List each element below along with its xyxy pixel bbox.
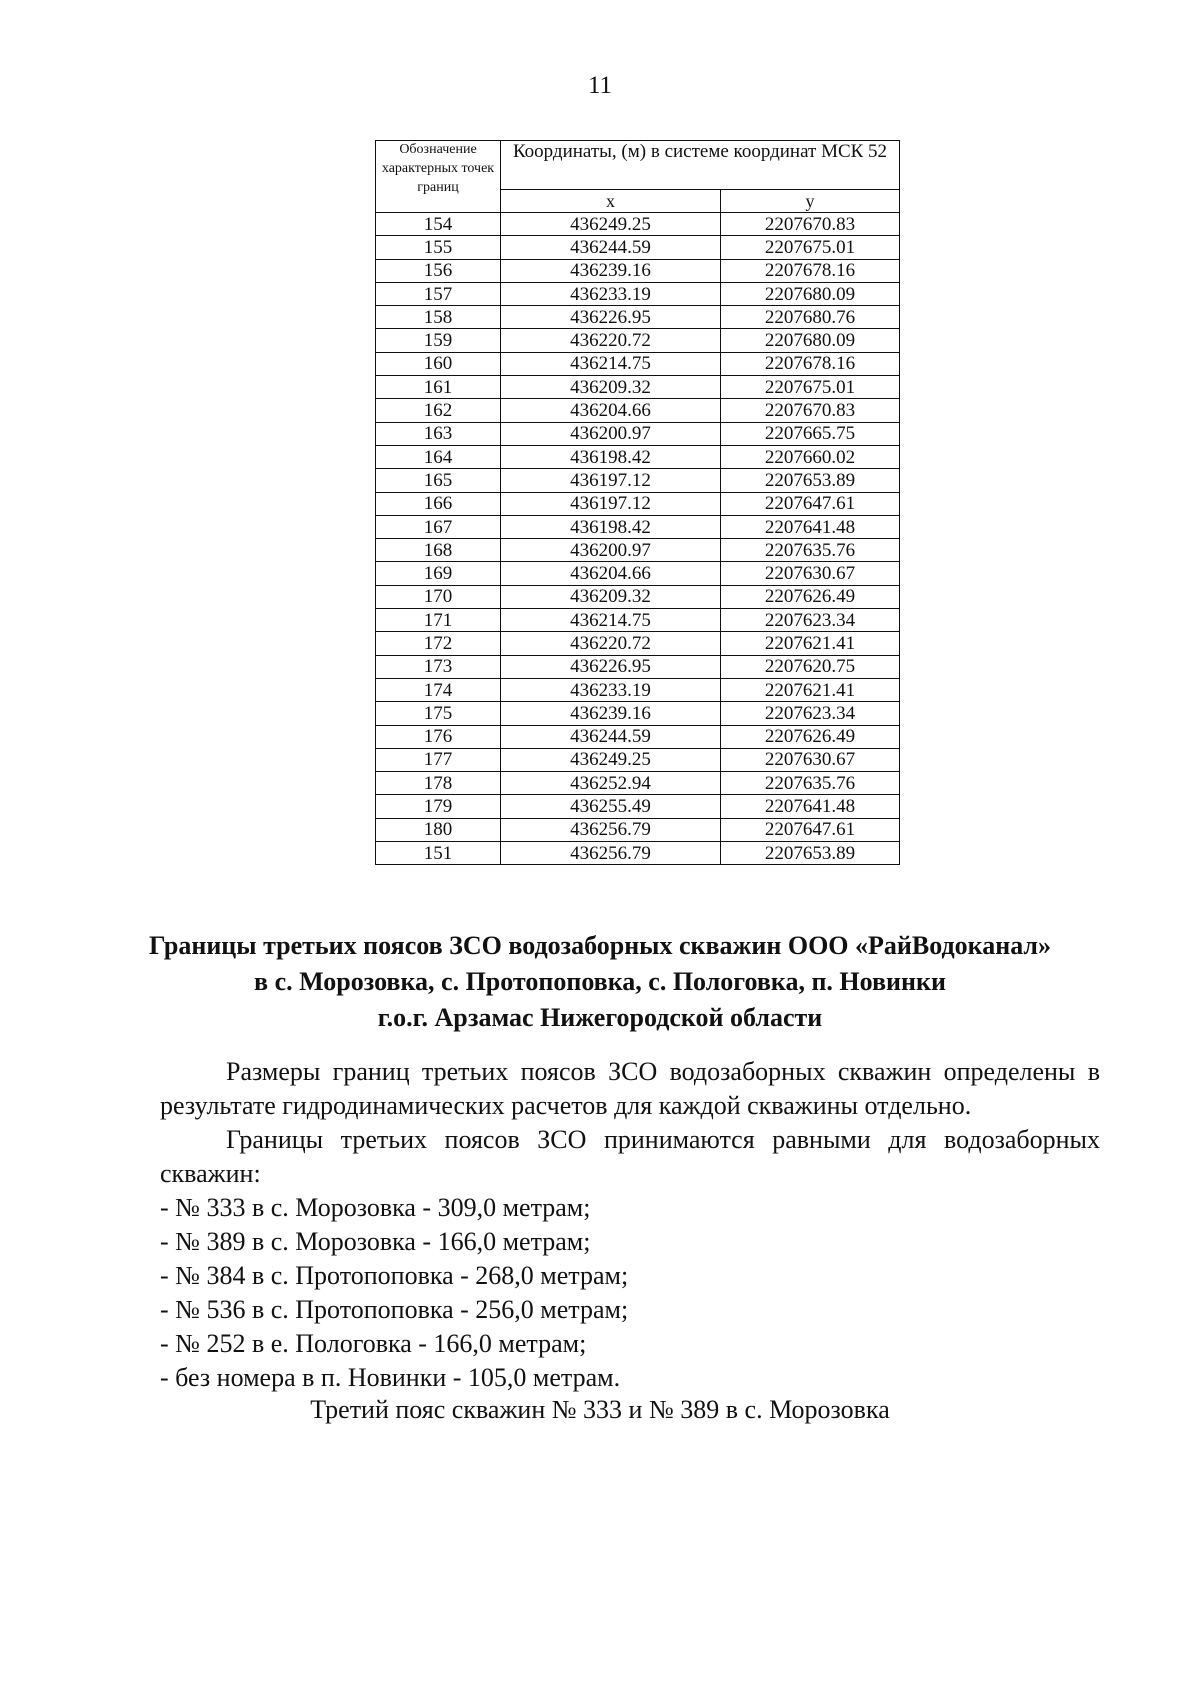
y-cell: 2207647.61 <box>721 492 900 515</box>
x-cell: 436256.79 <box>501 818 721 841</box>
y-cell: 2207675.01 <box>721 376 900 399</box>
y-cell: 2207641.48 <box>721 795 900 818</box>
x-cell: 436239.16 <box>501 259 721 282</box>
point-id-cell: 174 <box>376 678 501 701</box>
well-list <box>160 1191 1100 1395</box>
point-id-cell: 164 <box>376 445 501 468</box>
table-row <box>376 748 900 771</box>
list-item: - без номера в п. Новинки - 105,0 метрам. <box>160 1363 621 1392</box>
point-id-cell: 166 <box>376 492 501 515</box>
point-id-cell: 178 <box>376 772 501 795</box>
y-cell: 2207623.34 <box>721 609 900 632</box>
list-item: - № 333 в с. Морозовка - 309,0 метрам; <box>160 1193 591 1222</box>
header-x: x <box>501 190 721 213</box>
paragraph-sizes: Размеры границ третьих поясов ЗСО водозаборных скважин определены в результате гидродинамических расчетов для каждой скважины отдельно. <box>160 1057 1100 1120</box>
x-cell: 436200.97 <box>501 539 721 562</box>
point-id-cell: 163 <box>376 422 501 445</box>
coordinates-table-body <box>376 213 900 865</box>
point-id-cell: 167 <box>376 515 501 538</box>
x-cell: 436249.25 <box>501 213 721 236</box>
x-cell: 436249.25 <box>501 748 721 771</box>
point-id-cell: 160 <box>376 352 501 375</box>
point-id-cell: 158 <box>376 306 501 329</box>
y-cell: 2207670.83 <box>721 399 900 422</box>
table-row <box>376 213 900 236</box>
table-row <box>376 492 900 515</box>
table-row <box>376 795 900 818</box>
page-number: 11 <box>587 72 613 99</box>
y-cell: 2207635.76 <box>721 772 900 795</box>
x-cell: 436239.16 <box>501 702 721 725</box>
x-cell: 436209.32 <box>501 376 721 399</box>
point-id-cell: 151 <box>376 842 501 865</box>
header-coordinates: Координаты, (м) в системе координат МСК 52 <box>501 141 900 190</box>
x-cell: 436233.19 <box>501 282 721 305</box>
x-cell: 436204.66 <box>501 399 721 422</box>
y-cell: 2207630.67 <box>721 562 900 585</box>
point-id-cell: 157 <box>376 282 501 305</box>
point-id-cell: 156 <box>376 259 501 282</box>
table-row <box>376 655 900 678</box>
footer-title: Третий пояс скважин № 333 и № 389 в с. Морозовка <box>310 1395 890 1424</box>
point-id-cell: 180 <box>376 818 501 841</box>
header-y: y <box>721 190 900 213</box>
table-row <box>376 445 900 468</box>
table-row <box>376 282 900 305</box>
y-cell: 2207678.16 <box>721 352 900 375</box>
x-cell: 436214.75 <box>501 352 721 375</box>
table-row <box>376 585 900 608</box>
table-row <box>376 678 900 701</box>
list-item: - № 536 в с. Протопоповка - 256,0 метрам; <box>160 1295 629 1324</box>
table-row <box>376 236 900 259</box>
x-cell: 436214.75 <box>501 609 721 632</box>
table-row <box>376 469 900 492</box>
x-cell: 436198.42 <box>501 445 721 468</box>
table-row <box>376 609 900 632</box>
table-row <box>376 702 900 725</box>
x-cell: 436256.79 <box>501 842 721 865</box>
table-row <box>376 818 900 841</box>
point-id-cell: 177 <box>376 748 501 771</box>
y-cell: 2207680.09 <box>721 282 900 305</box>
x-cell: 436197.12 <box>501 469 721 492</box>
table-row <box>376 772 900 795</box>
y-cell: 2207635.76 <box>721 539 900 562</box>
point-id-cell: 161 <box>376 376 501 399</box>
y-cell: 2207678.16 <box>721 259 900 282</box>
point-id-cell: 176 <box>376 725 501 748</box>
table-row <box>376 329 900 352</box>
point-id-cell: 171 <box>376 609 501 632</box>
x-cell: 436220.72 <box>501 632 721 655</box>
y-cell: 2207670.83 <box>721 213 900 236</box>
x-cell: 436200.97 <box>501 422 721 445</box>
list-item: - № 384 в с. Протопоповка - 268,0 метрам; <box>160 1261 629 1290</box>
point-id-cell: 170 <box>376 585 501 608</box>
y-cell: 2207641.48 <box>721 515 900 538</box>
paragraph-boundaries: Границы третьих поясов ЗСО принимаются равными для водозаборных скважин: <box>160 1125 1100 1188</box>
point-id-cell: 154 <box>376 213 501 236</box>
point-id-cell: 155 <box>376 236 501 259</box>
x-cell: 436197.12 <box>501 492 721 515</box>
point-id-cell: 172 <box>376 632 501 655</box>
x-cell: 436226.95 <box>501 306 721 329</box>
point-id-cell: 175 <box>376 702 501 725</box>
y-cell: 2207621.41 <box>721 632 900 655</box>
x-cell: 436226.95 <box>501 655 721 678</box>
x-cell: 436252.94 <box>501 772 721 795</box>
y-cell: 2207665.75 <box>721 422 900 445</box>
point-id-cell: 165 <box>376 469 501 492</box>
y-cell: 2207680.09 <box>721 329 900 352</box>
y-cell: 2207626.49 <box>721 725 900 748</box>
table-row <box>376 376 900 399</box>
table-row <box>376 842 900 865</box>
table-row <box>376 399 900 422</box>
point-id-cell: 169 <box>376 562 501 585</box>
table-row <box>376 539 900 562</box>
table-row <box>376 515 900 538</box>
y-cell: 2207653.89 <box>721 842 900 865</box>
y-cell: 2207620.75 <box>721 655 900 678</box>
table-row <box>376 352 900 375</box>
heading-line-3: г.о.г. Арзамас Нижегородской области <box>377 1003 823 1032</box>
y-cell: 2207647.61 <box>721 818 900 841</box>
point-id-cell: 179 <box>376 795 501 818</box>
point-id-cell: 159 <box>376 329 501 352</box>
y-cell: 2207680.76 <box>721 306 900 329</box>
table-row <box>376 422 900 445</box>
y-cell: 2207653.89 <box>721 469 900 492</box>
point-id-cell: 173 <box>376 655 501 678</box>
list-item: - № 252 в е. Пологовка - 166,0 метрам; <box>160 1329 587 1358</box>
y-cell: 2207630.67 <box>721 748 900 771</box>
x-cell: 436244.59 <box>501 725 721 748</box>
heading-line-2: в с. Морозовка, с. Протопоповка, с. Пологовка, п. Новинки <box>254 967 946 996</box>
y-cell: 2207660.02 <box>721 445 900 468</box>
x-cell: 436233.19 <box>501 678 721 701</box>
x-cell: 436198.42 <box>501 515 721 538</box>
coordinates-table <box>375 140 900 865</box>
section-heading <box>0 928 1200 1036</box>
x-cell: 436244.59 <box>501 236 721 259</box>
x-cell: 436204.66 <box>501 562 721 585</box>
y-cell: 2207621.41 <box>721 678 900 701</box>
x-cell: 436255.49 <box>501 795 721 818</box>
body-text <box>160 1055 1100 1395</box>
x-cell: 436209.32 <box>501 585 721 608</box>
table-row <box>376 259 900 282</box>
y-cell: 2207675.01 <box>721 236 900 259</box>
x-cell: 436220.72 <box>501 329 721 352</box>
table-row <box>376 632 900 655</box>
point-id-cell: 168 <box>376 539 501 562</box>
table-row <box>376 562 900 585</box>
table-row <box>376 725 900 748</box>
header-point-designation: Обозначение характерных точек границ <box>376 141 501 213</box>
y-cell: 2207623.34 <box>721 702 900 725</box>
heading-line-1: Границы третьих поясов ЗСО водозаборных скважин ООО «РайВодоканал» <box>148 931 1052 960</box>
list-item: - № 389 в с. Морозовка - 166,0 метрам; <box>160 1227 591 1256</box>
point-id-cell: 162 <box>376 399 501 422</box>
y-cell: 2207626.49 <box>721 585 900 608</box>
table-row <box>376 306 900 329</box>
